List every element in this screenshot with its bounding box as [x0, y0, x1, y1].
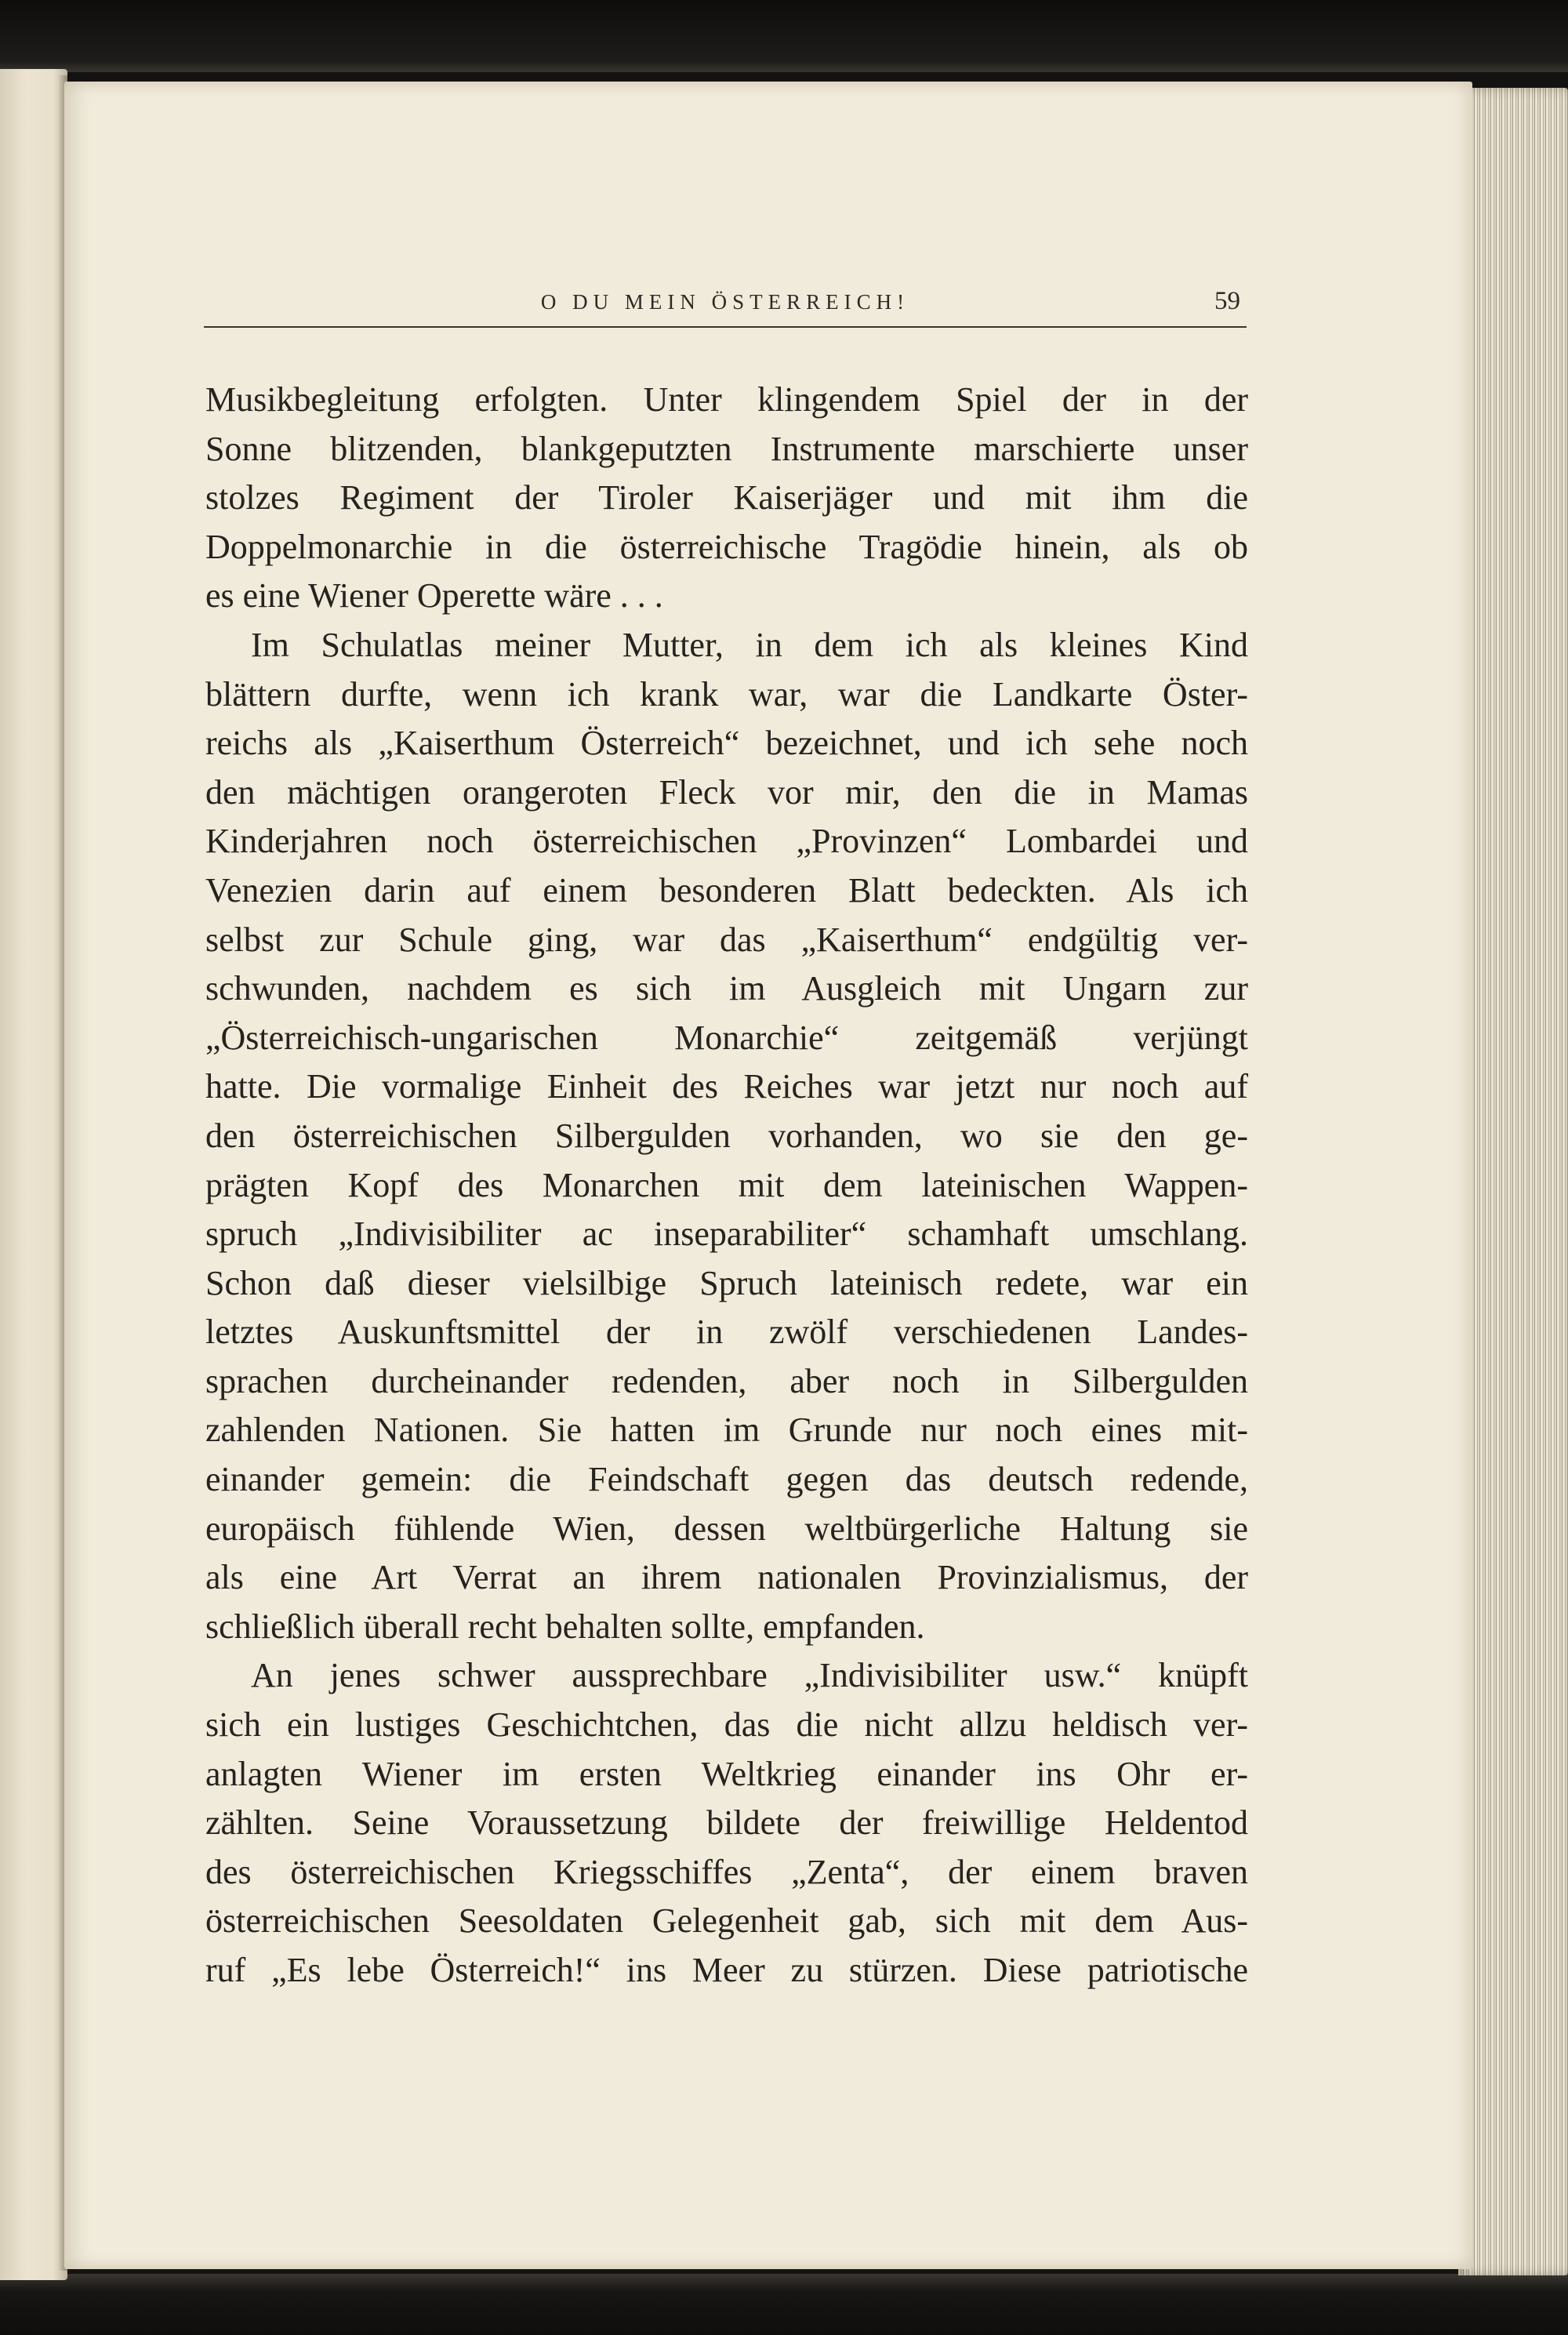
text-line: europäisch fühlende Wien, dessen weltbürgerliche Haltung sie	[205, 1509, 1248, 1548]
text-line: Doppelmonarchie in die österreichische Tragödie hinein, als ob	[205, 527, 1248, 566]
text-line: spruch „Indivisibiliter ac inseparabiliter“ schamhaft umschlang.	[205, 1215, 1248, 1254]
text-line: den mächtigen orangeroten Fleck vor mir, den die in Mamas	[205, 772, 1248, 812]
running-head-title: O DU MEIN ÖSTERREICH!	[540, 290, 910, 314]
running-head	[204, 287, 1247, 329]
body-text	[205, 376, 1248, 1995]
text-line: den österreichischen Silbergulden vorhanden, wo sie den ge-	[205, 1116, 1248, 1155]
text-line: österreichischen Seesoldaten Gelegenheit gab, sich mit dem Aus-	[205, 1901, 1248, 1941]
text-line: An jenes schwer aussprechbare „Indivisibiliter usw.“ knüpft	[251, 1656, 1248, 1695]
text-line: sich ein lustiges Geschichtchen, das die nicht allzu heldisch ver-	[205, 1705, 1248, 1745]
text-line: blättern durfte, wenn ich krank war, war die Landkarte Öster-	[205, 674, 1248, 714]
page-number: 59	[1214, 287, 1240, 315]
text-line: zählten. Seine Voraussetzung bildete der freiwillige Heldentod	[205, 1803, 1248, 1843]
text-line: schließlich überall recht behalten sollte, empfanden.	[205, 1607, 925, 1646]
page-edges-stack	[1458, 88, 1568, 2275]
text-line: Im Schulatlas meiner Mutter, in dem ich als kleines Kind	[251, 625, 1248, 664]
text-line: Kinderjahren noch österreichischen „Provinzen“ Lombardei und	[205, 822, 1248, 861]
head-rule	[204, 326, 1247, 328]
text-line: schwunden, nachdem es sich im Ausgleich mit Ungarn zur	[205, 969, 1248, 1008]
text-line: prägten Kopf des Monarchen mit dem lateinischen Wappen-	[205, 1165, 1248, 1204]
text-line: des österreichischen Kriegsschiffes „Zenta“, der einem braven	[205, 1852, 1248, 1891]
text-line: reichs als „Kaiserthum Österreich“ bezeichnet, und ich sehe noch	[205, 724, 1248, 763]
text-line: stolzes Regiment der Tiroler Kaiserjäger und mit ihm die	[205, 478, 1248, 517]
text-line: sprachen durcheinander redenden, aber noch in Silbergulden	[205, 1361, 1248, 1400]
text-line: selbst zur Schule ging, war das „Kaiserthum“ endgültig ver-	[205, 920, 1248, 959]
text-line: „Österreichisch-ungarischen Monarchie“ zeitgemäß verjüngt	[205, 1018, 1248, 1057]
text-line: einander gemein: die Feindschaft gegen das deutsch redende,	[205, 1460, 1248, 1499]
text-line: ruf „Es lebe Österreich!“ ins Meer zu stürzen. Diese patriotische	[205, 1951, 1248, 1989]
text-line: zahlenden Nationen. Sie hatten im Grunde nur noch eines mit-	[205, 1411, 1248, 1450]
text-line: es eine Wiener Operette wäre . . .	[205, 576, 663, 616]
text-line: hatte. Die vormalige Einheit des Reiches war jetzt nur noch auf	[205, 1067, 1248, 1106]
text-line: letztes Auskunftsmittel der in zwölf verschiedenen Landes-	[205, 1313, 1248, 1352]
text-line: als eine Art Verrat an ihrem nationalen Provinzialismus, der	[205, 1558, 1248, 1597]
binding-top	[0, 0, 1568, 72]
text-line: Musikbegleitung erfolgten. Unter klingendem Spiel der in der	[205, 380, 1248, 419]
text-line: anlagten Wiener im ersten Weltkrieg einander ins Ohr er-	[205, 1754, 1248, 1793]
text-line: Venezien darin auf einem besonderen Blatt bedeckten. Als ich	[205, 870, 1248, 910]
text-line: Schon daß dieser vielsilbige Spruch lateinisch redete, war ein	[205, 1263, 1248, 1302]
binding-bottom	[0, 2274, 1568, 2335]
text-line: Sonne blitzenden, blankgeputzten Instrumente marschierte unser	[205, 429, 1248, 468]
